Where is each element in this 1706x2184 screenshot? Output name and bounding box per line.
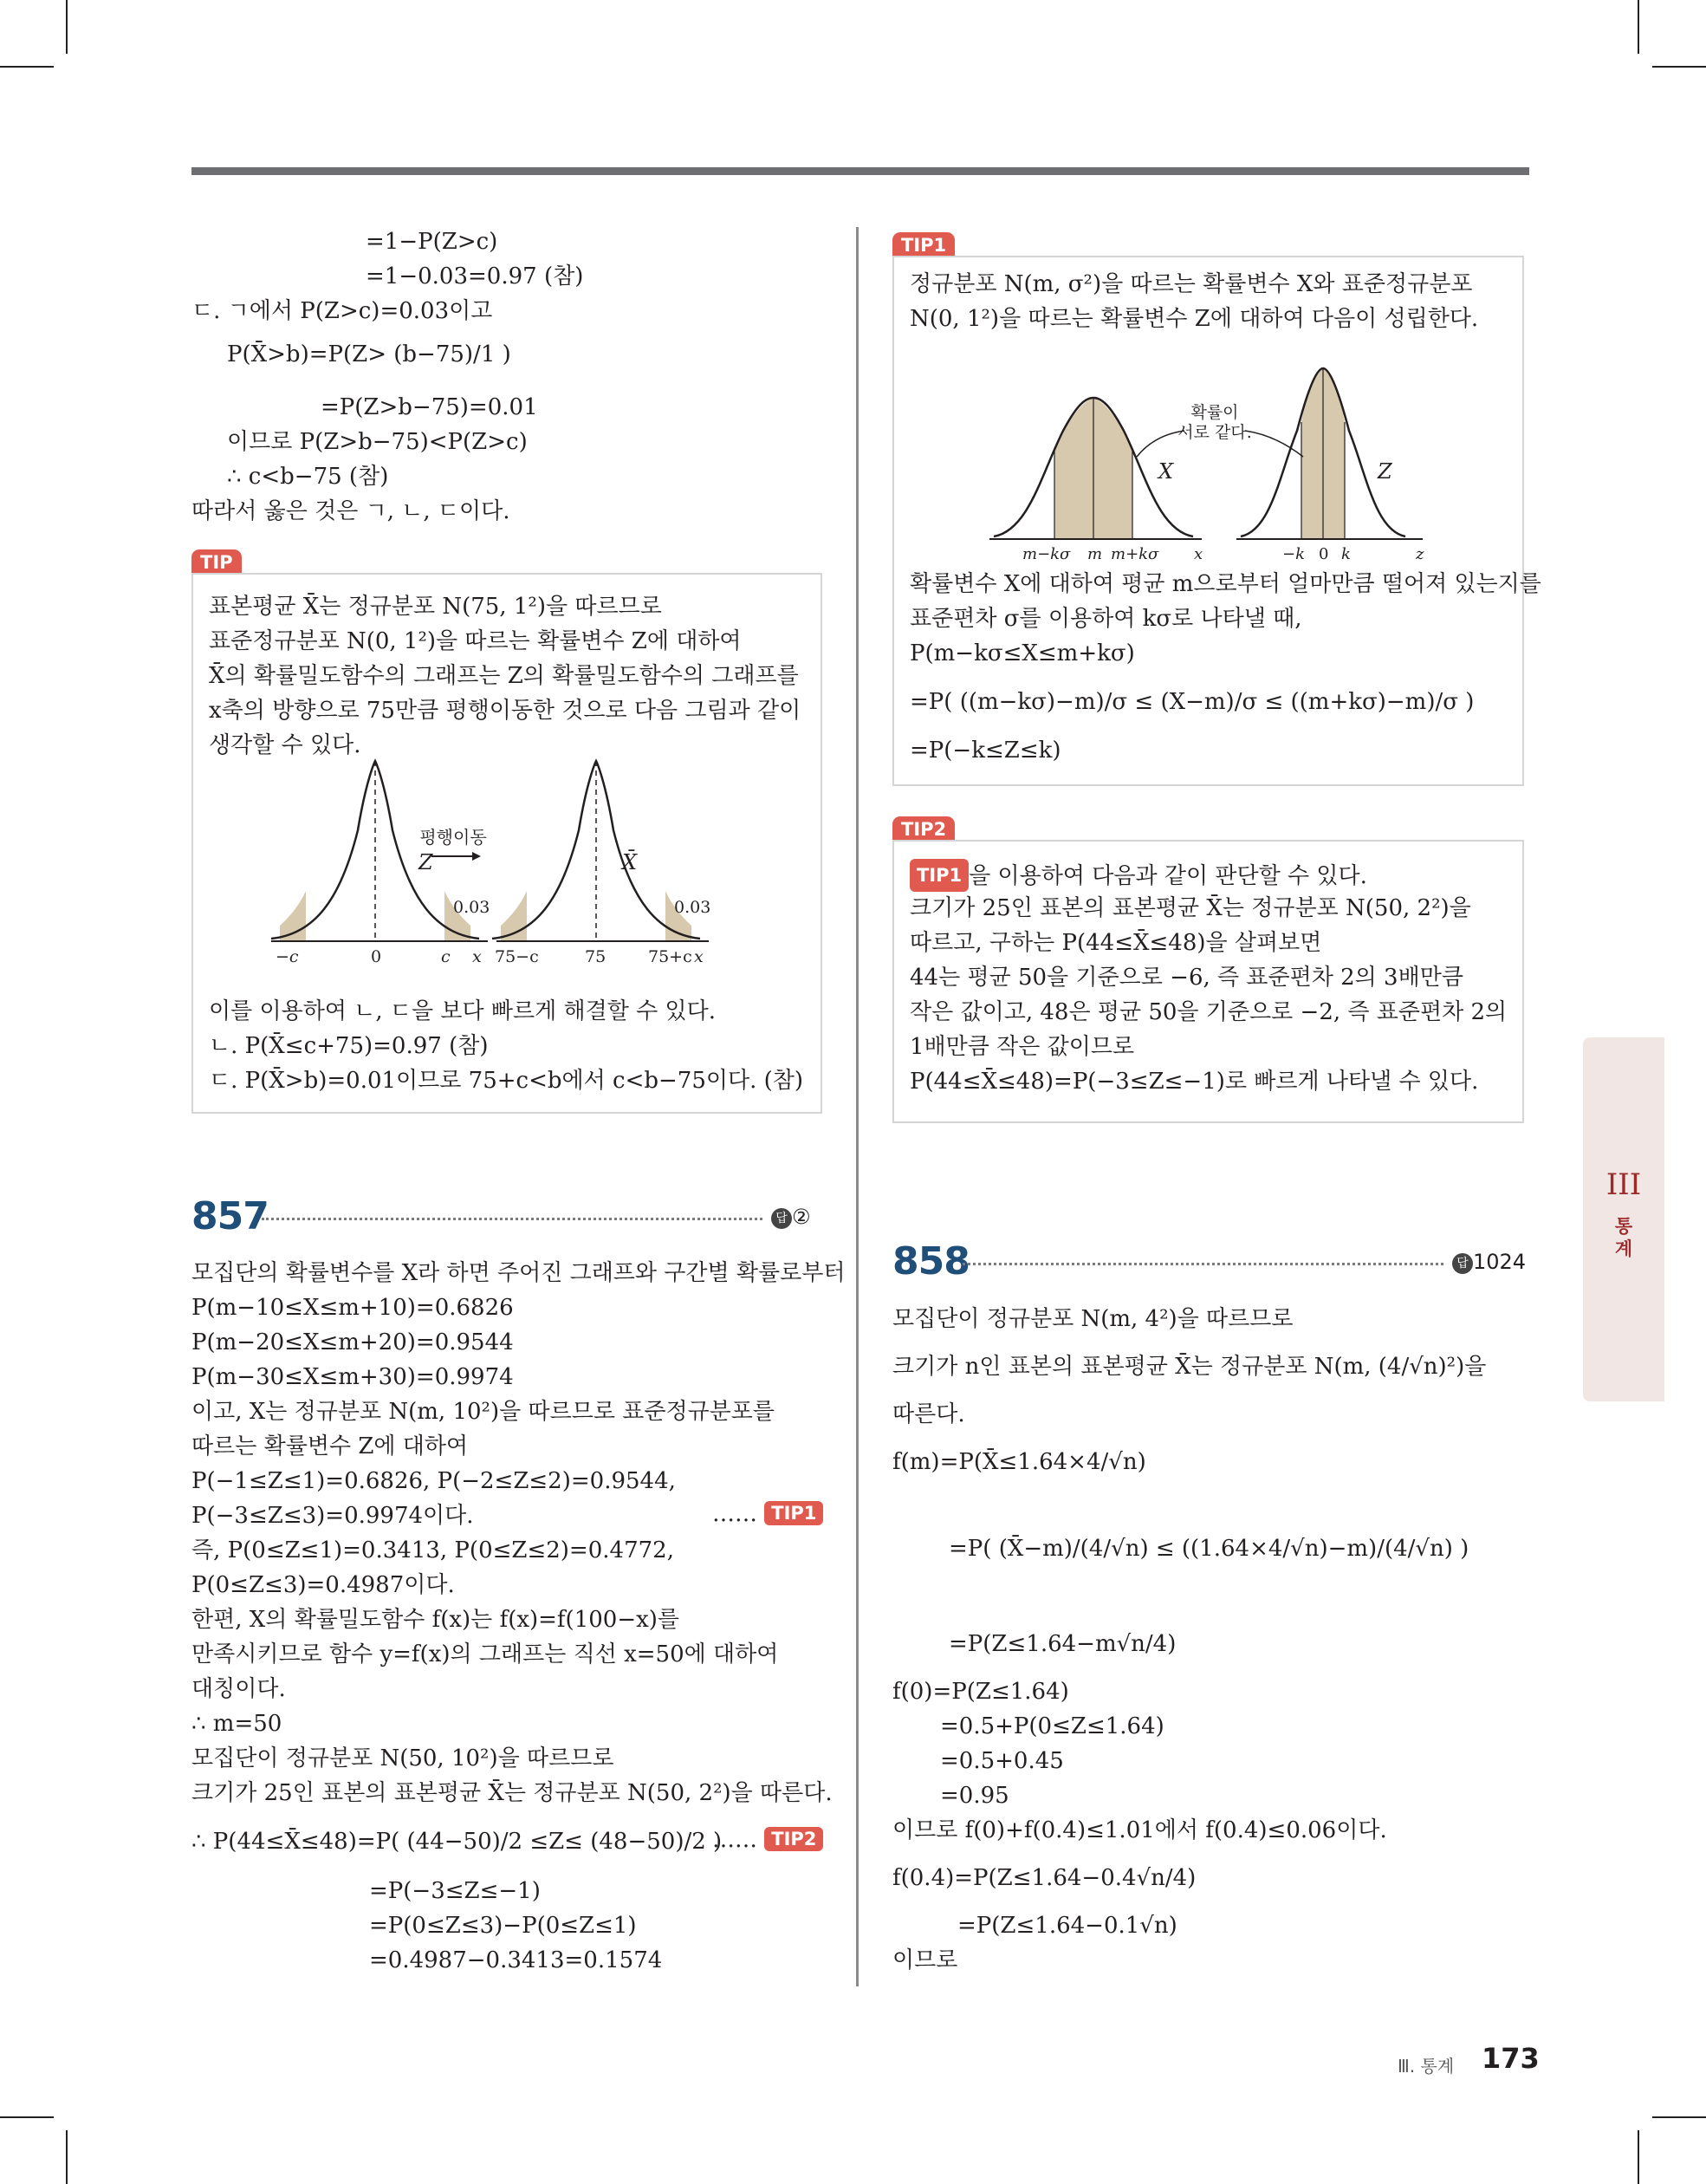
tick-label: 75 — [585, 947, 607, 966]
solution-line: =0.4987−0.3413=0.1574 — [369, 1947, 663, 1973]
solution-line: 이므로 — [892, 1947, 958, 1973]
tick-label: m−kσ — [1022, 545, 1071, 563]
tick-label: 0 — [371, 947, 382, 966]
solution-line: 한편, X의 확률밀도함수 f(x)는 f(x)=f(100−x)를 — [191, 1607, 680, 1633]
solution-line: =0.5+0.45 — [940, 1748, 1064, 1774]
solution-line: 이므로 f(0)+f(0.4)≤1.01에서 f(0.4)≤0.06이다. — [892, 1817, 1387, 1843]
tip-line: X̄의 확률밀도함수의 그래프는 Z의 확률밀도함수의 그래프를 — [209, 663, 799, 689]
tick-label: x — [694, 947, 704, 966]
solution-line: 따라서 옳은 것은 ㄱ, ㄴ, ㄷ이다. — [191, 498, 510, 524]
xbar-label: X̄ — [622, 850, 638, 874]
chapter-title-char: 계 — [1614, 1238, 1633, 1259]
solution-line: =P(Z>b−75)=0.01 — [321, 394, 538, 420]
tip1-marker — [712, 1501, 823, 1527]
solution-line: =P(−3≤Z≤−1) — [369, 1878, 541, 1904]
tip2-line: 1배만큼 작은 값이므로 — [910, 1034, 1135, 1060]
crop-mark — [66, 2130, 68, 2184]
footer-chapter: Ⅲ. 통계 — [1398, 2056, 1455, 2077]
tick-label: x — [1194, 545, 1203, 563]
solution-line: P(m−20≤X≤m+20)=0.9544 — [191, 1329, 514, 1355]
tick-label: −c — [276, 947, 299, 966]
solution-line: 이므로 P(Z>b−75)<P(Z>c) — [227, 429, 528, 455]
solution-line: =0.5+P(0≤Z≤1.64) — [940, 1713, 1164, 1739]
area-label: 0.03 — [453, 898, 490, 917]
chapter-title-char: 통 — [1614, 1216, 1633, 1237]
column-divider — [856, 227, 859, 1986]
tip1-line: 정규분포 N(m, σ²)을 따르는 확률변수 X와 표준정규분포 — [910, 271, 1473, 297]
callout-text: 확률이 — [1190, 403, 1239, 422]
leader-dots — [262, 1218, 762, 1220]
tip1-line: 표준편차 σ를 이용하여 kσ로 나타낼 때, — [910, 606, 1302, 632]
solution-line: =P(Z≤1.64−0.1√n) — [957, 1913, 1177, 1939]
top-rule — [191, 167, 1529, 175]
solution-line: f(0)=P(Z≤1.64) — [892, 1679, 1069, 1705]
area-label: 0.03 — [674, 898, 711, 917]
chapter-roman: III — [1605, 1167, 1642, 1202]
z-curve-label: Z — [1378, 459, 1392, 484]
normal-compare-figure — [989, 344, 1440, 565]
crop-mark — [0, 66, 54, 68]
tick-label: c — [441, 947, 451, 966]
tip1-ref-tag: TIP1 — [910, 859, 969, 892]
solution-line: 만족시키므로 함수 y=f(x)의 그래프는 직선 x=50에 대하여 — [191, 1641, 779, 1667]
tick-label: 0 — [1319, 545, 1329, 563]
solution-line: f(0.4)=P(Z≤1.64−0.4√n/4) — [892, 1865, 1197, 1891]
tick-label: 75+c — [648, 947, 692, 966]
solution-line: =1−0.03=0.97 (참) — [366, 263, 584, 289]
tip2-line: 크기가 25인 표본의 표본평균 X̄는 정규분포 N(50, 2²)을 — [910, 895, 1471, 921]
solution-line: P(X̄>b)=P(Z> (b−75)/1 ) — [227, 341, 511, 367]
solution-line: =1−P(Z>c) — [366, 229, 498, 255]
problem-number: 858 — [892, 1239, 970, 1284]
tip2-box — [892, 840, 1524, 1123]
solution-line: P(−1≤Z≤1)=0.6826, P(−2≤Z≤2)=0.9544, — [191, 1468, 676, 1494]
tick-label: k — [1341, 545, 1351, 563]
shift-label: 평행이동 — [419, 827, 487, 848]
tip-line: 표준정규분포 N(0, 1²)을 따르는 확률변수 Z에 대하여 — [209, 628, 742, 654]
tick-label: z — [1416, 545, 1424, 563]
translation-figure — [276, 761, 730, 969]
solution-line: ∴ P(44≤X̄≤48)=P( (44−50)/2 ≤Z≤ (48−50)/2 ) — [191, 1829, 723, 1855]
solution-line: ㄷ. ㄱ에서 P(Z>c)=0.03이고 — [191, 298, 493, 324]
answer-icon: 답 — [1452, 1253, 1473, 1274]
tick-label: 75−c — [495, 947, 539, 966]
solution-line: 크기가 n인 표본의 표본평균 X̄는 정규분포 N(m, (4/√n)²)을 — [892, 1354, 1487, 1380]
tip-line: 생각할 수 있다. — [209, 732, 361, 758]
chapter-title — [1583, 1215, 1664, 1260]
solution-line: P(m−10≤X≤m+10)=0.6826 — [191, 1295, 514, 1321]
z-label: Z — [418, 850, 433, 874]
tip2-label: TIP2 — [892, 816, 955, 842]
crop-mark — [0, 2116, 54, 2118]
solution-line: 크기가 25인 표본의 표본평균 X̄는 정규분포 N(50, 2²)을 따른다. — [191, 1780, 833, 1806]
tip2-line: 따르고, 구하는 P(44≤X̄≤48)을 살펴보면 — [910, 930, 1322, 956]
tick-label: −k — [1282, 545, 1305, 563]
page-number: 173 — [1482, 2042, 1540, 2075]
solution-line: 따르는 확률변수 Z에 대하여 — [191, 1433, 469, 1459]
solution-line: 대칭이다. — [191, 1676, 286, 1702]
tip-line: x축의 방향으로 75만큼 평행이동한 것으로 다음 그림과 같이 — [209, 698, 801, 724]
tip1-tag: TIP1 — [764, 1501, 823, 1525]
crop-mark — [66, 0, 68, 54]
tick-label: m+kσ — [1111, 545, 1159, 563]
solution-line: 즉, P(0≤Z≤1)=0.3413, P(0≤Z≤2)=0.4772, — [191, 1537, 674, 1563]
solution-line: =P( (X̄−m)/(4/√n) ≤ ((1.64×4/√n)−m)/(4/√n) ) — [949, 1536, 1469, 1562]
solution-line: ∴ c<b−75 (참) — [227, 464, 389, 490]
tip1-line: =P(−k≤Z≤k) — [910, 738, 1061, 764]
tip1-line: 확률변수 X에 대하여 평균 m으로부터 얼마만큼 떨어져 있는지를 — [910, 571, 1541, 597]
tip1-line: =P( ((m−kσ)−m)/σ ≤ (X−m)/σ ≤ ((m+kσ)−m)/σ ) — [910, 689, 1475, 715]
tip-box — [191, 573, 822, 1114]
tip2-line-text: 을 이용하여 다음과 같이 판단할 수 있다. — [969, 863, 1367, 889]
solution-line: P(0≤Z≤3)=0.4987이다. — [191, 1572, 455, 1598]
tip2-tag: TIP2 — [764, 1827, 823, 1851]
tip-line: 표본평균 X̄는 정규분포 N(75, 1²)을 따르므로 — [209, 594, 662, 620]
solution-line: =P(0≤Z≤3)−P(0≤Z≤1) — [369, 1913, 637, 1939]
tip-label: TIP — [191, 549, 242, 575]
tip1-box — [892, 256, 1541, 786]
marker-dots: …… — [712, 1501, 757, 1527]
tip2-marker — [712, 1827, 823, 1853]
tip1-label: TIP1 — [892, 232, 955, 258]
crop-mark — [1638, 2130, 1639, 2184]
solution-line: ∴ m=50 — [191, 1711, 282, 1737]
answer — [771, 1205, 811, 1229]
solution-line: 따른다. — [892, 1401, 965, 1427]
crop-mark — [1638, 0, 1639, 54]
solution-line: 모집단이 정규분포 N(50, 10²)을 따르므로 — [191, 1745, 614, 1771]
solution-line: 모집단의 확률변수를 X라 하면 주어진 그래프와 구간별 확률로부터 — [191, 1260, 846, 1286]
leader-dots — [963, 1263, 1443, 1265]
answer-value: ② — [792, 1205, 811, 1229]
solution-line: f(m)=P(X̄≤1.64×4/√n) — [892, 1449, 1146, 1475]
tip1-line: P(m−kσ≤X≤m+kσ) — [910, 640, 1135, 666]
tip-line: ㄷ. P(X̄>b)=0.01이므로 75+c<b에서 c<b−75이다. (참) — [209, 1068, 804, 1094]
answer — [1452, 1250, 1526, 1274]
marker-dots: …… — [712, 1827, 757, 1853]
tip2-line: P(44≤X̄≤48)=P(−3≤Z≤−1)로 빠르게 나타낼 수 있다. — [910, 1069, 1479, 1095]
problem-number: 857 — [191, 1194, 269, 1238]
tip-line: ㄴ. P(X̄≤c+75)=0.97 (참) — [209, 1033, 489, 1059]
solution-line: P(−3≤Z≤3)=0.9974이다. — [191, 1503, 474, 1529]
answer-icon: 답 — [771, 1208, 792, 1229]
shift-arrowhead — [472, 852, 481, 861]
x-curve-label: X — [1158, 459, 1174, 484]
crop-mark — [1652, 2116, 1706, 2118]
tip2-line: 44는 평균 50을 기준으로 −6, 즉 표준편차 2의 3배만큼 — [910, 965, 1463, 991]
solution-line: 모집단이 정규분포 N(m, 4²)을 따르므로 — [892, 1306, 1294, 1332]
tick-label: m — [1087, 545, 1103, 563]
tip2-line: 작은 값이고, 48은 평균 50을 기준으로 −2, 즉 표준편차 2의 — [910, 999, 1508, 1025]
tip2-line — [910, 859, 1367, 892]
solution-line: =0.95 — [940, 1783, 1009, 1809]
solution-line: 이고, X는 정규분포 N(m, 10²)을 따르므로 표준정규분포를 — [191, 1399, 775, 1425]
tip-line: 이를 이용하여 ㄴ, ㄷ을 보다 빠르게 해결할 수 있다. — [209, 998, 716, 1024]
tip1-line: N(0, 1²)을 따르는 확률변수 Z에 대하여 다음이 성립한다. — [910, 306, 1479, 332]
crop-mark — [1652, 66, 1706, 68]
solution-line: P(m−30≤X≤m+30)=0.9974 — [191, 1364, 514, 1390]
callout-text: 서로 같다. — [1177, 423, 1252, 442]
solution-line: =P(Z≤1.64−m√n/4) — [949, 1631, 1177, 1657]
answer-value: 1024 — [1473, 1250, 1527, 1274]
tick-label: x — [472, 947, 482, 966]
chapter-side-tab — [1583, 1037, 1664, 1401]
